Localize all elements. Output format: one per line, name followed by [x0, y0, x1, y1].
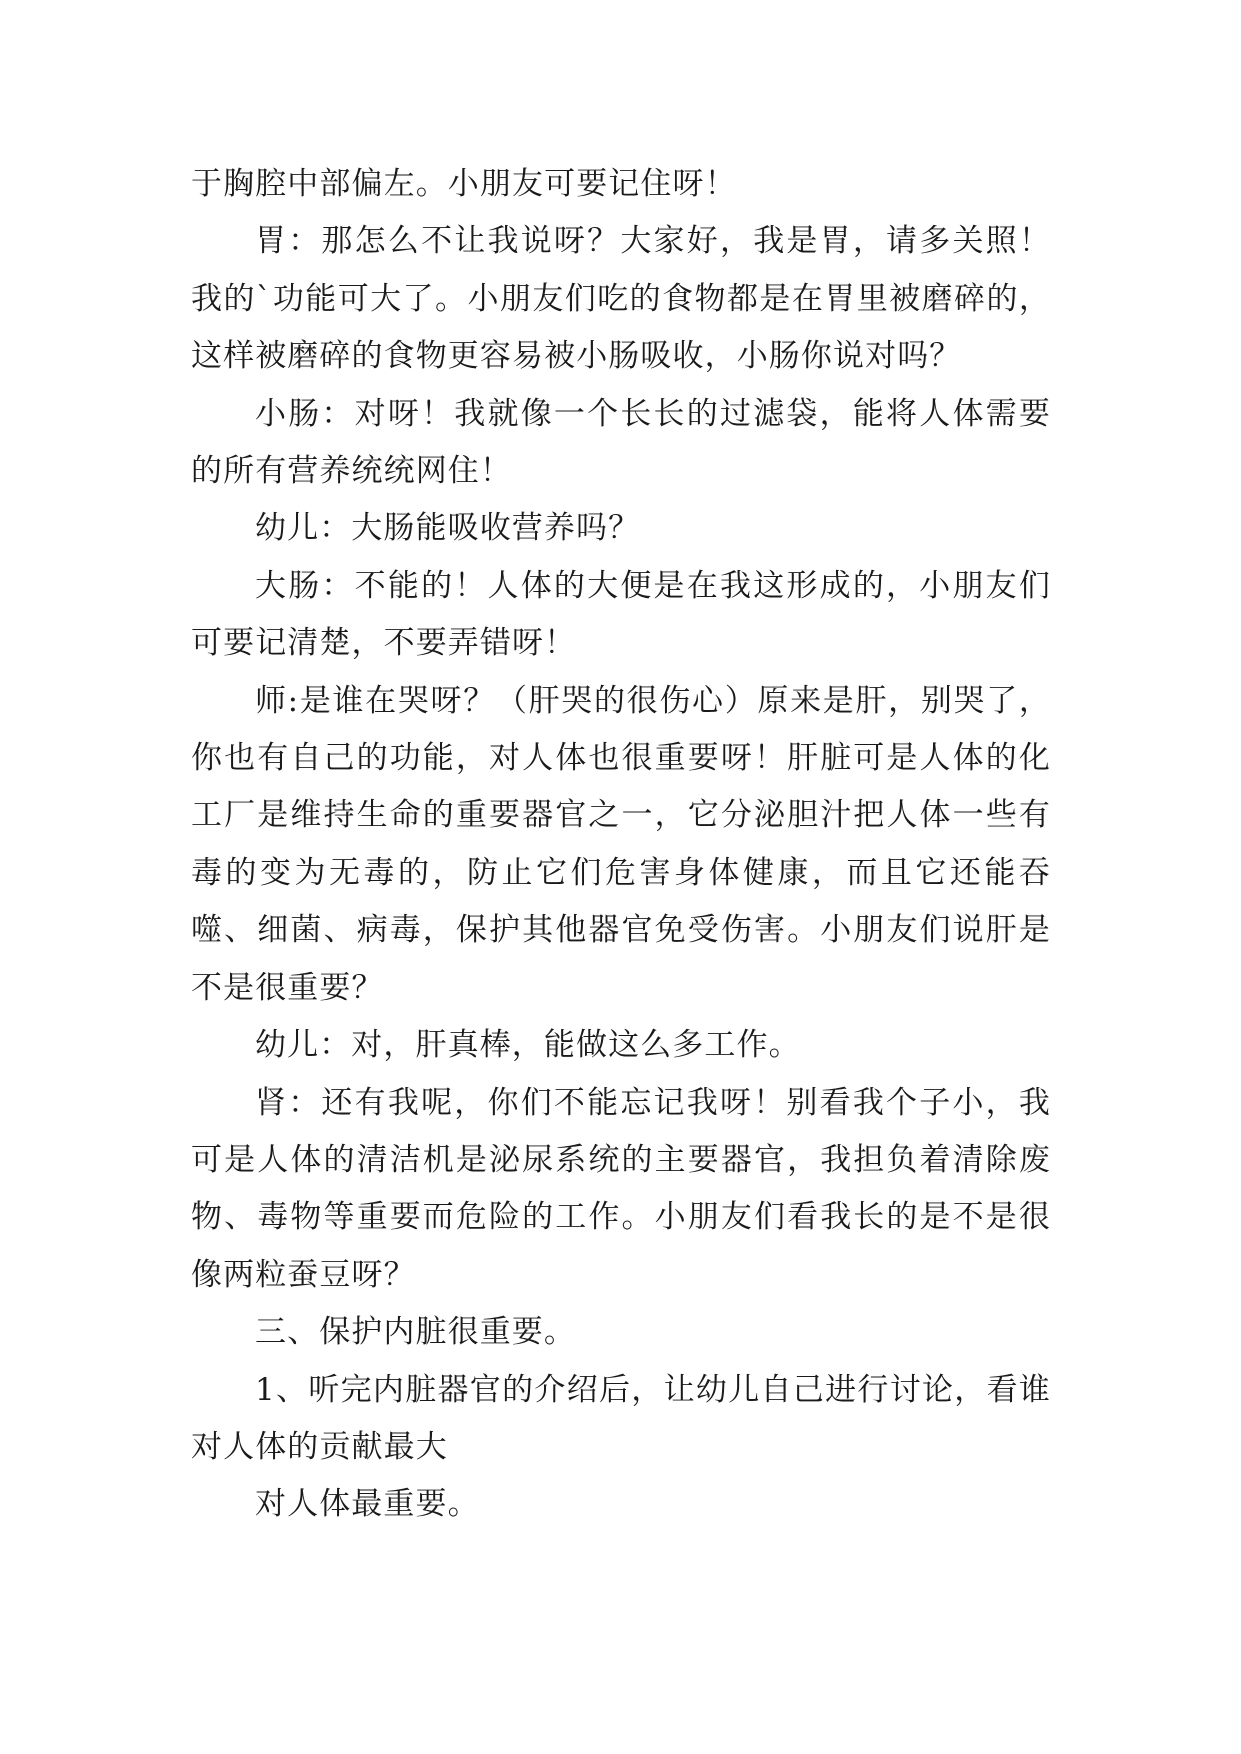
paragraph-final: 对人体最重要。: [255, 1486, 480, 1523]
paragraph-child-answer: 幼儿：对，肝真棒，能做这么多工作。: [255, 1027, 801, 1064]
paragraph-child-question: 幼儿：大肠能吸收营养吗？: [255, 510, 641, 547]
paragraph-stomach: 胃：那怎么不让我说呀？大家好，我是胃，请多关照！我的`功能可大了。小朋友们吃的食物都是在胃里被磨碎的，这样被磨碎的食物更容易被小肠吸收，小肠你说对吗？: [191, 223, 1051, 375]
paragraph-small-intestine: 小肠：对呀！我就像一个长长的过滤袋，能将人体需要的所有营养统统网住！: [191, 395, 1051, 490]
paragraph-teacher-liver: 师:是谁在哭呀？（肝哭的很伤心）原来是肝，别哭了，你也有自己的功能，对人体也很重要呀！肝脏可是人体的化工厂是维持生命的重要器官之一，它分泌胆汁把人体一些有毒的变为无毒的，防止它们危害身体健康，而且它还能吞噬、细菌、病毒，保护其他器官免受伤害。小朋友们说肝是不是很重要？: [191, 682, 1051, 1006]
section-heading-protect-organs: 三、保护内脏很重要。: [255, 1314, 576, 1351]
paragraph-continuation: 于胸腔中部偏左。小朋友可要记住呀！: [191, 166, 737, 202]
paragraph-large-intestine: 大肠：不能的！人体的大便是在我这形成的，小朋友们可要记清楚，不要弄错呀！: [191, 567, 1051, 662]
paragraph-kidney: 肾：还有我呢，你们不能忘记我呀！别看我个子小，我可是人体的清洁机是泌尿系统的主要器官，我担负着清除废物、毒物等重要而危险的工作。小朋友们看我长的是不是很像两粒蚕豆呀？: [191, 1084, 1051, 1293]
list-item-1: 1、听完内脏器官的介绍后，让幼儿自己进行讨论，看谁对人体的贡献最大: [191, 1371, 1051, 1465]
document-body: [191, 156, 1051, 1534]
